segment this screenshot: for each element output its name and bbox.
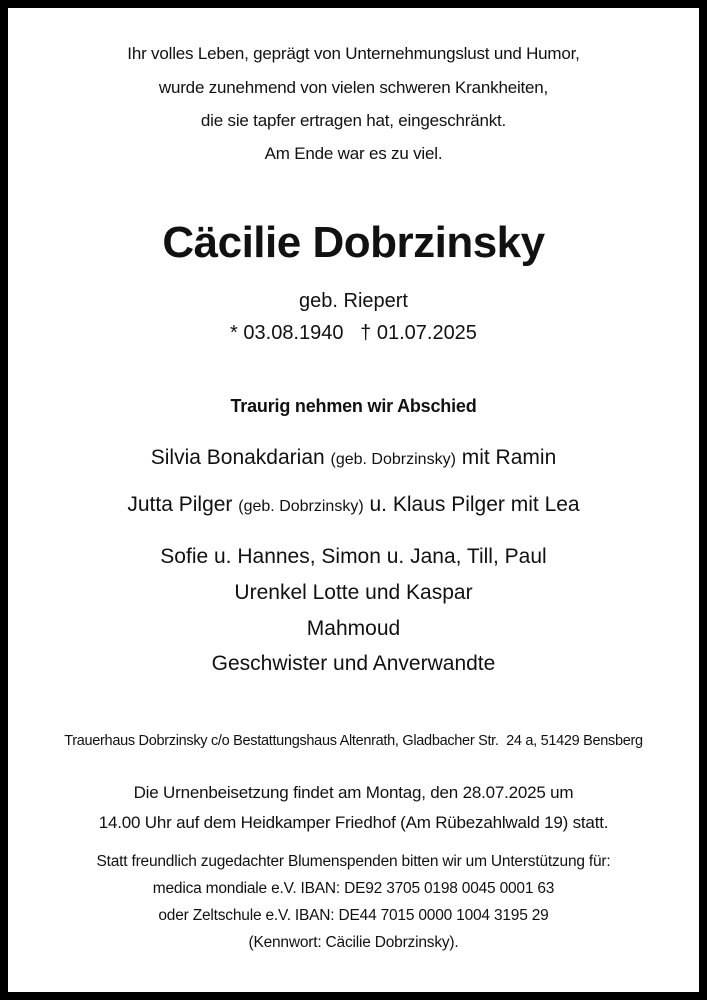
mourner-name: Silvia Bonakdarian: [150, 446, 325, 469]
intro-line-3: die sie tapfer ertragen hat, eingeschränkt.: [200, 111, 507, 130]
mourner-row-1: [8, 446, 699, 470]
mourner-row-3: Sofie u. Hannes, Simon u. Jana, Till, Paul: [160, 545, 547, 568]
ceremony-line-2: 14.00 Uhr auf dem Heidkamper Friedhof (Am Rübezahlwald 19) statt.: [98, 813, 609, 832]
mourner-maiden-note: (geb. Dobrzinsky): [238, 498, 364, 515]
ceremony-line-1: Die Urnenbeisetzung findet am Montag, den 28.07.2025 um: [133, 783, 574, 802]
mourner-row-5: Mahmoud: [306, 617, 401, 640]
mourner-row-4: Urenkel Lotte und Kaspar: [234, 581, 473, 604]
donation-line-3: oder Zeltschule e.V. IBAN: DE44 7015 0000 1004 3195 29: [158, 907, 549, 924]
mourner-name: Jutta Pilger: [127, 493, 233, 516]
intro-line-1: Ihr volles Leben, geprägt von Unternehmungslust und Humor,: [127, 44, 580, 63]
mourner-companion: u. Klaus Pilger mit Lea: [369, 493, 580, 516]
intro-line-4: Am Ende war es zu viel.: [264, 144, 443, 163]
intro-line-2: wurde zunehmend von vielen schweren Krankheiten,: [158, 78, 549, 97]
mourner-row-6: Geschwister und Anverwandte: [211, 652, 496, 675]
life-dates: * 03.08.1940 † 01.07.2025: [230, 322, 477, 344]
mourning-house-address: Trauerhaus Dobrzinsky c/o Bestattungshaus Altenrath, Gladbacher Str. 24 a, 51429 Bensberg: [64, 733, 643, 749]
mourner-row-2: [8, 493, 699, 517]
deceased-name: Cäcilie Dobrzinsky: [162, 218, 545, 267]
donation-line-2: medica mondiale e.V. IBAN: DE92 3705 0198 0045 0001 63: [152, 880, 555, 897]
mourner-maiden-note: (geb. Dobrzinsky): [330, 451, 456, 468]
maiden-name: geb. Riepert: [299, 290, 408, 312]
donation-line-4: (Kennwort: Cäcilie Dobrzinsky).: [248, 934, 459, 951]
donation-line-1: Statt freundlich zugedachter Blumenspenden bitten wir um Unterstützung für:: [96, 853, 611, 870]
farewell-heading: Traurig nehmen wir Abschied: [230, 396, 477, 416]
mourner-companion: mit Ramin: [461, 446, 557, 469]
